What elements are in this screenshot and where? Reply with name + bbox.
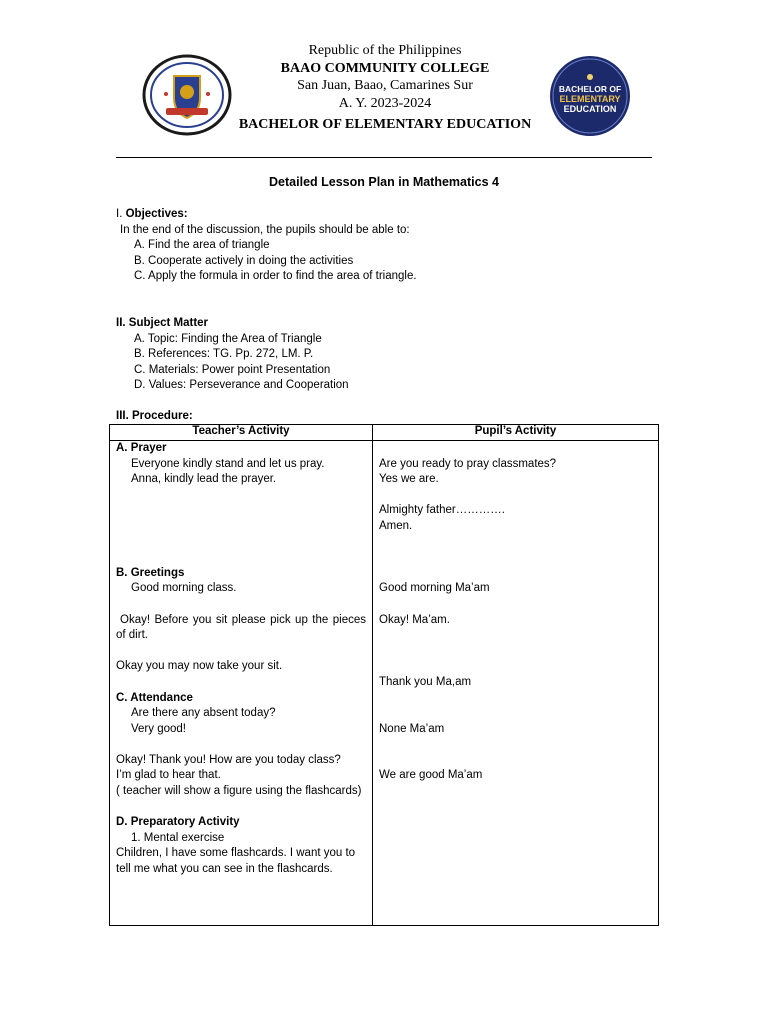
objectives-heading: Objectives: [125, 208, 188, 220]
teacher-activity-header: Teacher’s Activity [110, 425, 373, 441]
procedure-heading: III. Procedure: [116, 410, 193, 422]
teacher-activity-column [110, 441, 373, 926]
header-address: San Juan, Baao, Camarines Sur [297, 78, 473, 93]
header-divider [116, 157, 652, 158]
preparatory-heading: D. Preparatory Activity [116, 816, 240, 829]
teacher-line: 1. Mental exercise [131, 831, 225, 844]
pupil-activity-column [373, 441, 659, 926]
objectives-prefix: I. [116, 208, 126, 220]
objective-item: C. Apply the formula in order to find the area of triangle. [134, 270, 417, 283]
pupil-line: Amen. [379, 519, 413, 532]
prayer-heading: A. Prayer [116, 442, 167, 454]
procedure-heading-block [116, 409, 676, 425]
teacher-line: Children, I have some flashcards. I want you to tell me what you can see in the flashcards. [116, 847, 356, 876]
teacher-line: Okay you may now take your sit. [116, 660, 283, 673]
subject-matter-item: C. Materials: Power point Presentation [134, 363, 331, 376]
objectives-section [116, 207, 676, 285]
teacher-line: Everyone kindly stand and let us pray. [131, 457, 325, 470]
greetings-heading: B. Greetings [116, 566, 185, 579]
pupil-line: None Ma’am [379, 722, 445, 735]
beed-logo-line2: ELEMENTARY [559, 94, 621, 104]
pupil-line: Yes we are. [379, 473, 439, 486]
pupil-line: Thank you Ma,am [379, 675, 472, 688]
pupil-line: Are you ready to pray classmates? [379, 457, 557, 470]
header-program: BACHELOR OF ELEMENTARY EDUCATION [238, 117, 532, 132]
subject-matter-item: D. Values: Perseverance and Cooperation [134, 379, 349, 392]
teacher-line: Very good! [131, 722, 186, 735]
college-seal-logo [142, 54, 232, 136]
subject-matter-item: B. References: TG. Pp. 272, LM. P. [134, 348, 314, 361]
pupil-line: Almighty father…………. [379, 504, 505, 517]
pupil-line: We are good Ma’am [379, 769, 483, 782]
beed-logo-line1: BACHELOR OF [558, 84, 622, 94]
beed-logo-line3: EDUCATION [563, 104, 617, 114]
header-college-name: BAAO COMMUNITY COLLEGE [280, 60, 490, 76]
teacher-line: ( teacher will show a figure using the flashcards) [116, 785, 362, 798]
document-header [0, 42, 768, 142]
teacher-line: Okay! Before you sit please pick up the pieces of dirt. [116, 613, 366, 642]
teacher-line: Are there any absent today? [131, 707, 276, 720]
header-republic: Republic of the Philippines [308, 43, 462, 58]
beed-logo [549, 55, 631, 137]
subject-matter-section [116, 316, 676, 394]
header-academic-year: A. Y. 2023-2024 [338, 95, 432, 111]
subject-matter-heading: II. Subject Matter [116, 317, 209, 329]
objectives-intro: In the end of the discussion, the pupils should be able to: [120, 223, 410, 236]
pupil-line: Okay! Ma’am. [379, 613, 450, 626]
pupil-line: Good morning Ma’am [379, 582, 490, 595]
teacher-line: Okay! Thank you! How are you today class? [116, 753, 341, 766]
pupil-activity-header: Pupil’s Activity [373, 425, 659, 441]
teacher-line: Anna, kindly lead the prayer. [131, 473, 277, 486]
objective-item: B. Cooperate actively in doing the activities [134, 254, 354, 267]
subject-matter-item: A. Topic: Finding the Area of Triangle [134, 332, 322, 345]
procedure-table [109, 424, 659, 926]
lesson-plan-title: Detailed Lesson Plan in Mathematics 4 [269, 175, 499, 189]
attendance-heading: C. Attendance [116, 691, 193, 704]
teacher-line: Good morning class. [131, 582, 237, 595]
objective-item: A. Find the area of triangle [134, 239, 270, 252]
teacher-line: I’m glad to hear that. [116, 769, 221, 782]
